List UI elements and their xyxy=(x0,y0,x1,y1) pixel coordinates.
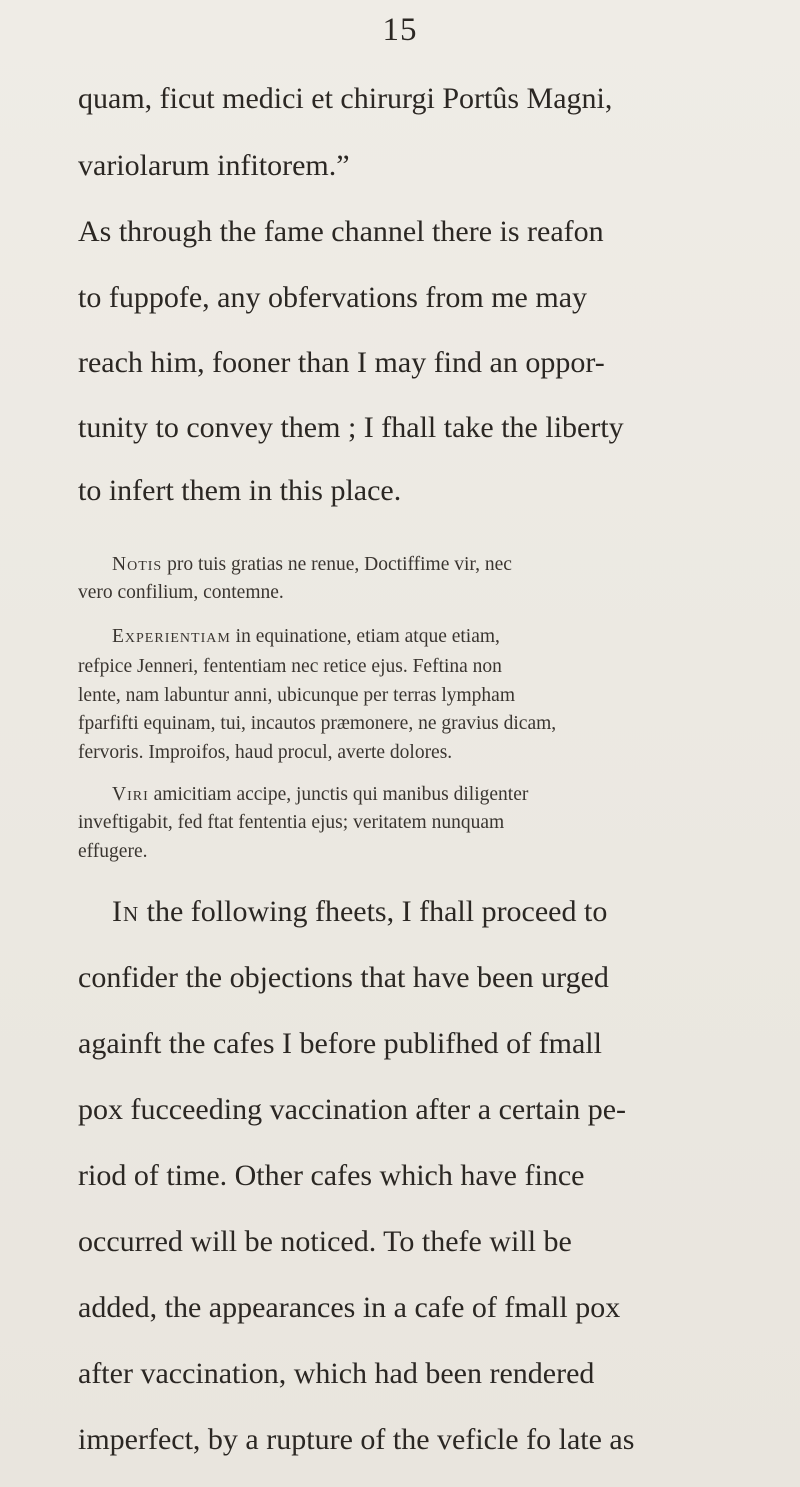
latin-note-line: fparfifti equinam, tui, incautos præmonere, ne gravius dicam, xyxy=(78,713,557,734)
text-line: confider the objections that have been urged xyxy=(78,961,609,994)
text-line: to fuppofe, any obfervations from me may xyxy=(78,281,588,314)
latin-note-line xyxy=(112,626,800,648)
paragraph-text: the following fheets, I fhall proceed to xyxy=(139,895,608,928)
small-caps-lead: In xyxy=(112,895,140,928)
text-line: As through the fame channel there is reafon xyxy=(78,215,604,248)
text-line xyxy=(112,897,800,927)
small-caps-lead: Viri xyxy=(112,784,149,805)
note-text: in equinatione, etiam atque etiam, xyxy=(230,626,500,647)
text-line: imperfect, by a rupture of the veficle fo late as xyxy=(78,1423,635,1456)
text-line: added, the appearances in a cafe of fmall pox xyxy=(78,1291,621,1324)
text-line: after vaccination, which had been rendered xyxy=(78,1357,595,1390)
text-line: occurred will be noticed. To thefe will be xyxy=(78,1225,572,1258)
latin-note-line xyxy=(112,784,800,806)
small-caps-lead: Experientiam xyxy=(112,626,231,647)
latin-note-line: fervoris. Improifos, haud procul, averte dolores. xyxy=(78,742,453,763)
latin-note-line: lente, nam labuntur anni, ubicunque per terras lympham xyxy=(78,685,515,706)
text-line: againft the cafes I before publifhed of fmall xyxy=(78,1027,602,1060)
latin-note-line: vero confilium, contemne. xyxy=(78,582,284,603)
latin-note-line: effugere. xyxy=(78,841,148,862)
text-line: to infert them in this place. xyxy=(78,474,402,507)
page-number: 15 xyxy=(382,12,418,48)
latin-note-line xyxy=(112,554,800,576)
text-line: tunity to convey them ; I fhall take the liberty xyxy=(78,411,624,444)
text-line: riod of time. Other cafes which have fince xyxy=(78,1159,585,1192)
latin-note-line: refpice Jenneri, fententiam nec retice ejus. Feftina non xyxy=(78,656,502,677)
text-line: quam, ficut medici et chirurgi Portûs Magni, xyxy=(78,82,613,115)
latin-note-line: inveftigabit, fed ftat fententia ejus; veritatem nunquam xyxy=(78,812,505,833)
note-text: pro tuis gratias ne renue, Doctiffime vir, nec xyxy=(162,554,512,575)
text-line: variolarum infitorem.” xyxy=(78,149,350,182)
text-line: pox fucceeding vaccination after a certain pe- xyxy=(78,1093,627,1126)
text-line: reach him, fooner than I may find an oppor- xyxy=(78,346,605,379)
note-text: amicitiam accipe, junctis qui manibus diligenter xyxy=(148,784,529,805)
small-caps-lead: Notis xyxy=(112,554,163,575)
